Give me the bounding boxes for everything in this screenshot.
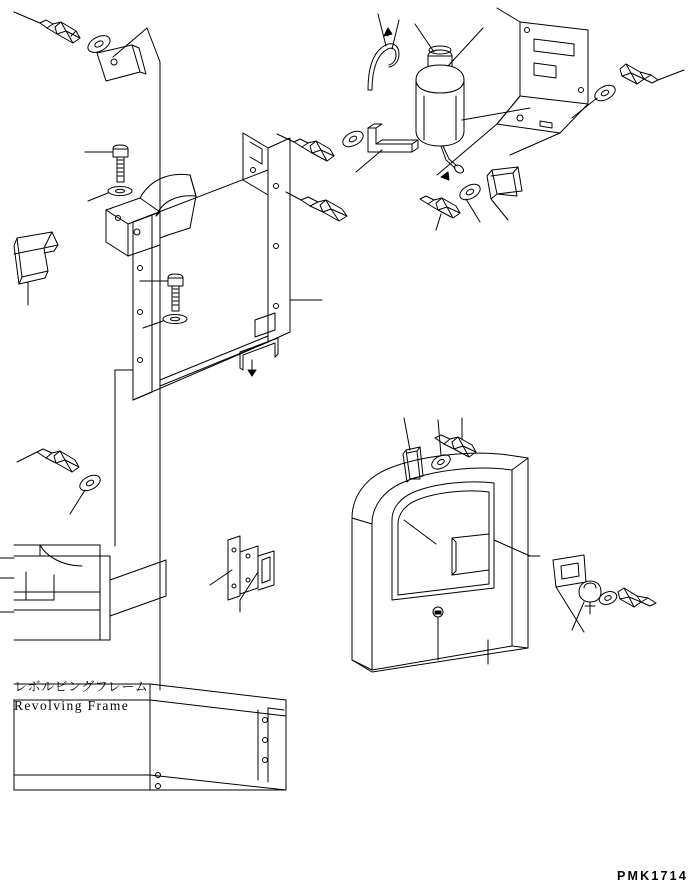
leader-line-small-plate [556, 587, 584, 632]
side-door-panel [352, 453, 528, 672]
small-plate-right [553, 555, 586, 587]
bolt-top-right [620, 64, 658, 84]
leader-line-panel-lower-2 [437, 124, 497, 175]
drawing-number: PMK1714 [617, 869, 688, 883]
reservoir-tank [416, 46, 465, 175]
leader-line-bolt-left-lower [17, 452, 37, 462]
leader-line-strap [356, 150, 382, 172]
leader-line-washer-vert-upper [88, 193, 108, 201]
leader-line-door-inner [404, 520, 436, 544]
frame-label-japanese: レボルビングフレーム [14, 680, 149, 695]
revolving-frame-base [0, 545, 286, 790]
washer-left-lower [77, 472, 103, 494]
leader-line-panel [497, 8, 520, 22]
small-clip-door [403, 447, 423, 482]
washer-right [457, 181, 483, 203]
bolt-panel-mid [301, 197, 347, 221]
leader-line-washer-top-right [572, 98, 597, 118]
bolt-vertical-lower [168, 274, 183, 311]
arrow-panel [441, 172, 449, 180]
bolt-top-left [40, 20, 80, 43]
leader-line-hook-rod-2 [392, 20, 399, 49]
washer-vertical-upper [108, 187, 132, 196]
leader-line-clip-right [491, 199, 508, 220]
clip-bracket-right [487, 167, 522, 199]
knob-right [579, 581, 601, 614]
bolt-upper-mid [294, 139, 334, 161]
arrow-handle [248, 370, 256, 376]
corner-bracket-left [14, 232, 58, 284]
hook-rod [368, 44, 399, 90]
leader-line-bracket-top-left [113, 28, 147, 57]
leader-line-bolt-top-right [658, 70, 684, 80]
radiator-guard-frame [106, 133, 290, 400]
leader-line-clip-door [404, 418, 410, 450]
hinge-bracket [228, 536, 274, 600]
bolt-vertical-upper [113, 145, 128, 182]
washer-top-right [592, 82, 618, 104]
bolt-right-mid [420, 196, 460, 218]
leader-line-panel-lower [510, 133, 560, 155]
leader-line-washer-door [438, 420, 441, 455]
leader-line-washer-left-lower [70, 490, 85, 514]
leader-line-tank-cap [415, 24, 434, 52]
frame-label-english: Revolving Frame [14, 698, 130, 713]
leader-line-hook-rod [378, 14, 386, 46]
leader-line-tank [448, 28, 483, 66]
leader-line-hinge [210, 570, 232, 585]
bolt-right-lower [618, 588, 656, 607]
leader-line-bolt-top-left [14, 12, 40, 23]
leader-line-bolt-panel-mid [286, 192, 301, 200]
leader-line-washer-right [466, 199, 480, 222]
leader-line-bolt-upper-mid [277, 134, 294, 142]
handle-bar [240, 338, 278, 370]
bolt-left-lower [37, 449, 79, 472]
washer-vertical-lower [163, 315, 187, 324]
leader-line-tank-body [462, 108, 530, 120]
tank-strap-bracket [368, 124, 418, 152]
leader-line-bracket-diag [147, 28, 160, 62]
leader-line-bolt-right [436, 214, 441, 230]
washer-upper-mid [340, 128, 366, 150]
